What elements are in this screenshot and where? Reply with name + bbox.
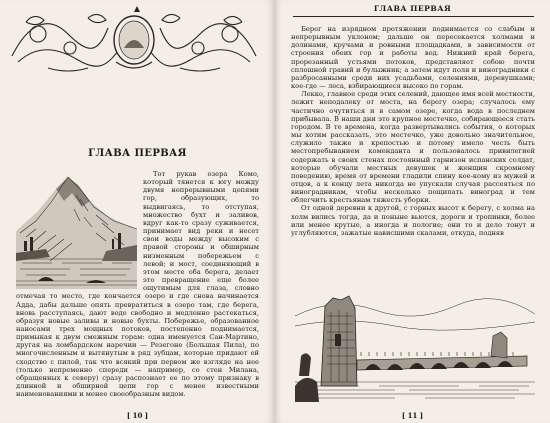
ornamental-headpiece bbox=[8, 4, 260, 74]
right-page bbox=[275, 0, 550, 423]
right-page-body bbox=[291, 25, 535, 237]
page-number: [ 11 ] bbox=[401, 411, 424, 420]
right-paragraph: Лекко, главное среди этих селений, дающее имя всей местности, лежит неподалеку от моста, на берегу озера; случалось ему частично очутиться и в самом озере, когда вода в последнем прибывала. В наши дни это крупное местечко, собирающееся стать городом. В те времена, когда развертывались события, о которых мы хотим рассказать, это местечко, уже довольно значительное, служило также и крепостью и потому имело честь быть местопребыванием коменданта и пользовалось привилегией содержать в своих стенах постоянный гарнизон испанских солдат, которые обучали местных девушек и женщин скромному поведению, время от времени гладили спину кое-кому из мужей и отцов, а к концу лета никогда не упускали случая рассеяться по виноградникам, чтобы несколько пощипать виноград и тем облегчить крестьянам тяжесть уборки. bbox=[291, 90, 535, 205]
page-number: [ 10 ] bbox=[126, 411, 149, 420]
right-paragraph: Берег на изрядном протяжении поднимается со слабым и непрерывным уклоном; дальше он пересекается холмами и долинами, кручами и ровными площадками, в зависимости от строения обеих гор и работы вод. Нижний край берега, прорезанный устьями потоков, представляет собою почти сплошной гравий и булыжник; а затем идут поля и виноградники с разбросанными среди них усадьбами, селениями, деревушками; кое-где — леса, взбирающиеся высоко по горам. bbox=[291, 25, 535, 91]
chapter-title: ГЛАВА ПЕРВАЯ bbox=[88, 148, 187, 159]
castle-bridge-illustration bbox=[295, 286, 535, 402]
left-paragraph: Тот рукав озера Комо, который тянется к югу между двумя непрерывными цепями гор, образующих, то выдвигаясь, то отступая, множество бухт и заливов, вдруг как-то сразу суживается, принимает вид реки и несет свои воды между высоким с правой стороны и обширным низменным побережьем с левой; и мост, соединяющий в этом месте оба берега, делает это превращение еще более ощутимым для глаза, словно отмечая то место, где кончается озеро и где снова начинается Адда, дабы дальше опять превратиться в озеро там, где берега, вновь расступаясь, дают воде свободно и медленно растекаться, образуя новые заливы и новые бухты. Побережье, образованное наносами трех мощных потоков, постепенно поднимается, примыкая к двум смежным горам: одна именуется Сан-Мартино, другая на ломбардском наречии — Резегоне (Большая Пила), по многочисленным и вытянутым в ряд зубцам, которые придают ей сходство с пилой, так что всякий при первом же взгляде на нее (только непременно спереди — например, со стен Милана, обращенных к северу) сразу распознает ее по этому признаку в длинной и обширной цепи гор с менее известными наименованиями и менее своеобразным видом. bbox=[16, 170, 259, 399]
left-page-body bbox=[16, 170, 259, 398]
header-rule bbox=[293, 16, 534, 17]
right-paragraph: От одной деревни к другой, с горных высот к берегу, с холма на холм вились тогда, да и поныне вьются, дороги и тропинки, более или менее крутые, а иногда и пологие; они то и дело тонут и углубляются, зажатые нависшими скалами, откуда, подняв bbox=[291, 204, 535, 237]
running-head: ГЛАВА ПЕРВАЯ bbox=[373, 4, 452, 13]
lake-mountain-illustration bbox=[16, 171, 137, 289]
